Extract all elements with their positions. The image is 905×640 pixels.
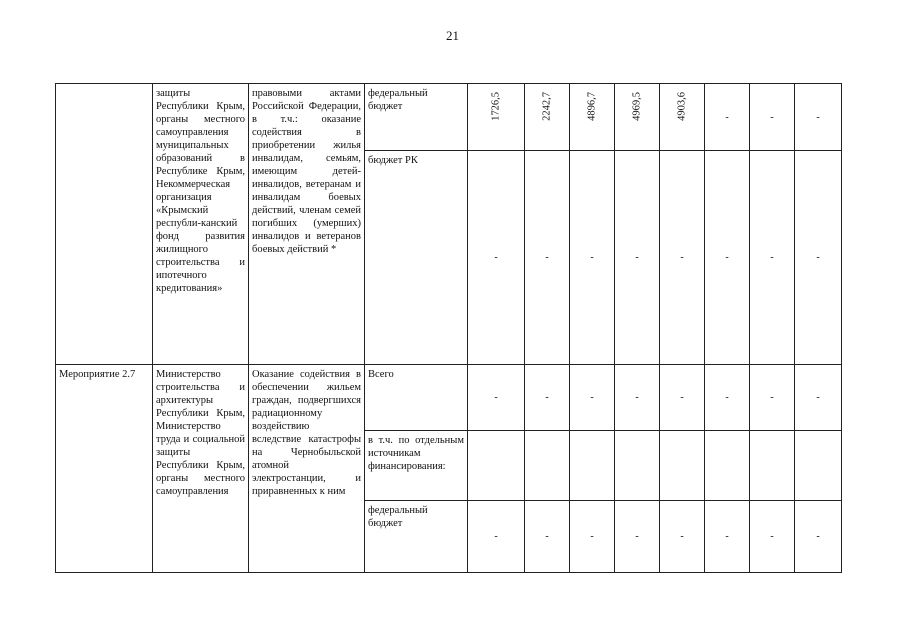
value-cell [795, 151, 842, 365]
program-table [55, 83, 842, 573]
value-text: - [725, 392, 729, 403]
value-text: 4896,7 [586, 92, 598, 121]
value-cell [525, 365, 570, 431]
value-cell [750, 501, 795, 573]
value-cell [468, 151, 525, 365]
value-text: - [494, 531, 498, 542]
value-cell [705, 431, 750, 501]
value-text: - [725, 252, 729, 263]
value-cell [660, 501, 705, 573]
value-cell [660, 84, 705, 151]
executor-cell: защиты Республики Крым, органы местного самоуправления муниципальных образований в Республике Крым, Некоммерческая организация «Крымский республи-канский фонд развития жилищного строительства и ипотечного кредитования» [153, 84, 249, 365]
value-text: - [816, 531, 820, 542]
value-text: 1726,5 [490, 92, 502, 121]
executor-cell: Министерство строительства и архитектуры Республики Крым, Министерство труда и социальной защиты Республики Крым, органы местного самоуправления [153, 365, 249, 573]
value-text: 4903,6 [676, 92, 688, 121]
value-cell [525, 151, 570, 365]
value-cell [615, 151, 660, 365]
value-cell [660, 431, 705, 501]
value-text: 2242,7 [541, 92, 553, 121]
value-cell [525, 501, 570, 573]
value-text: - [494, 392, 498, 403]
value-text: - [725, 531, 729, 542]
value-cell [705, 151, 750, 365]
value-text: - [635, 392, 639, 403]
table-row [56, 365, 842, 431]
value-cell [570, 501, 615, 573]
value-text: - [545, 392, 549, 403]
value-text: - [770, 392, 774, 403]
value-cell [525, 84, 570, 151]
value-cell [750, 431, 795, 501]
value-text: - [590, 531, 594, 542]
value-cell [660, 365, 705, 431]
value-text: - [590, 392, 594, 403]
value-cell [795, 431, 842, 501]
value-cell [660, 151, 705, 365]
value-text: - [680, 392, 684, 403]
source-label: в т.ч. по отдельным источникам финансирования: [365, 431, 468, 501]
value-text: - [545, 531, 549, 542]
value-text: 4969,5 [631, 92, 643, 121]
value-text: - [770, 111, 774, 123]
value-cell [750, 151, 795, 365]
value-text: - [816, 252, 820, 263]
value-cell [468, 84, 525, 151]
value-text: - [635, 531, 639, 542]
event-name-cell: правовыми актами Российской Федерации, в т.ч.: оказание содействия в приобретении жилья инвалидам, семьям, имеющим детей-инвалидов, ветеранам и инвалидам боевых действий, членам семей погибших (умерших) инвалидов и ветеранов боевых действий * [249, 84, 365, 365]
value-text: - [635, 252, 639, 263]
value-cell [705, 501, 750, 573]
source-label: федеральный бюджет [365, 84, 468, 151]
value-cell [705, 84, 750, 151]
value-cell [615, 501, 660, 573]
event-cell: Мероприятие 2.7 [56, 365, 153, 573]
source-label: бюджет РК [365, 151, 468, 365]
value-cell [705, 365, 750, 431]
table-row [56, 84, 842, 151]
value-cell [525, 431, 570, 501]
value-cell [468, 501, 525, 573]
value-cell [468, 365, 525, 431]
value-text: - [680, 531, 684, 542]
source-label: Всего [365, 365, 468, 431]
value-cell [468, 431, 525, 501]
page-number: 21 [446, 28, 459, 43]
value-cell [615, 431, 660, 501]
value-cell [570, 365, 615, 431]
value-text: - [725, 111, 729, 123]
value-text: - [816, 111, 820, 123]
value-text: - [680, 252, 684, 263]
value-cell [570, 431, 615, 501]
source-label: федеральный бюджет [365, 501, 468, 573]
value-cell [795, 84, 842, 151]
event-name-cell: Оказание содействия в обеспечении жильем граждан, подвергшихся радиационному воздействию вследствие катастрофы на Чернобыльской атомной электростанции, и приравненных к ним [249, 365, 365, 573]
value-cell [750, 84, 795, 151]
event-cell [56, 84, 153, 365]
value-cell [750, 365, 795, 431]
value-text: - [770, 531, 774, 542]
value-cell [795, 365, 842, 431]
value-text: - [590, 252, 594, 263]
value-text: - [494, 252, 498, 263]
value-text: - [770, 252, 774, 263]
value-cell [615, 84, 660, 151]
value-cell [615, 365, 660, 431]
value-text: - [545, 252, 549, 263]
value-cell [570, 84, 615, 151]
value-cell [570, 151, 615, 365]
value-text: - [816, 392, 820, 403]
value-cell [795, 501, 842, 573]
